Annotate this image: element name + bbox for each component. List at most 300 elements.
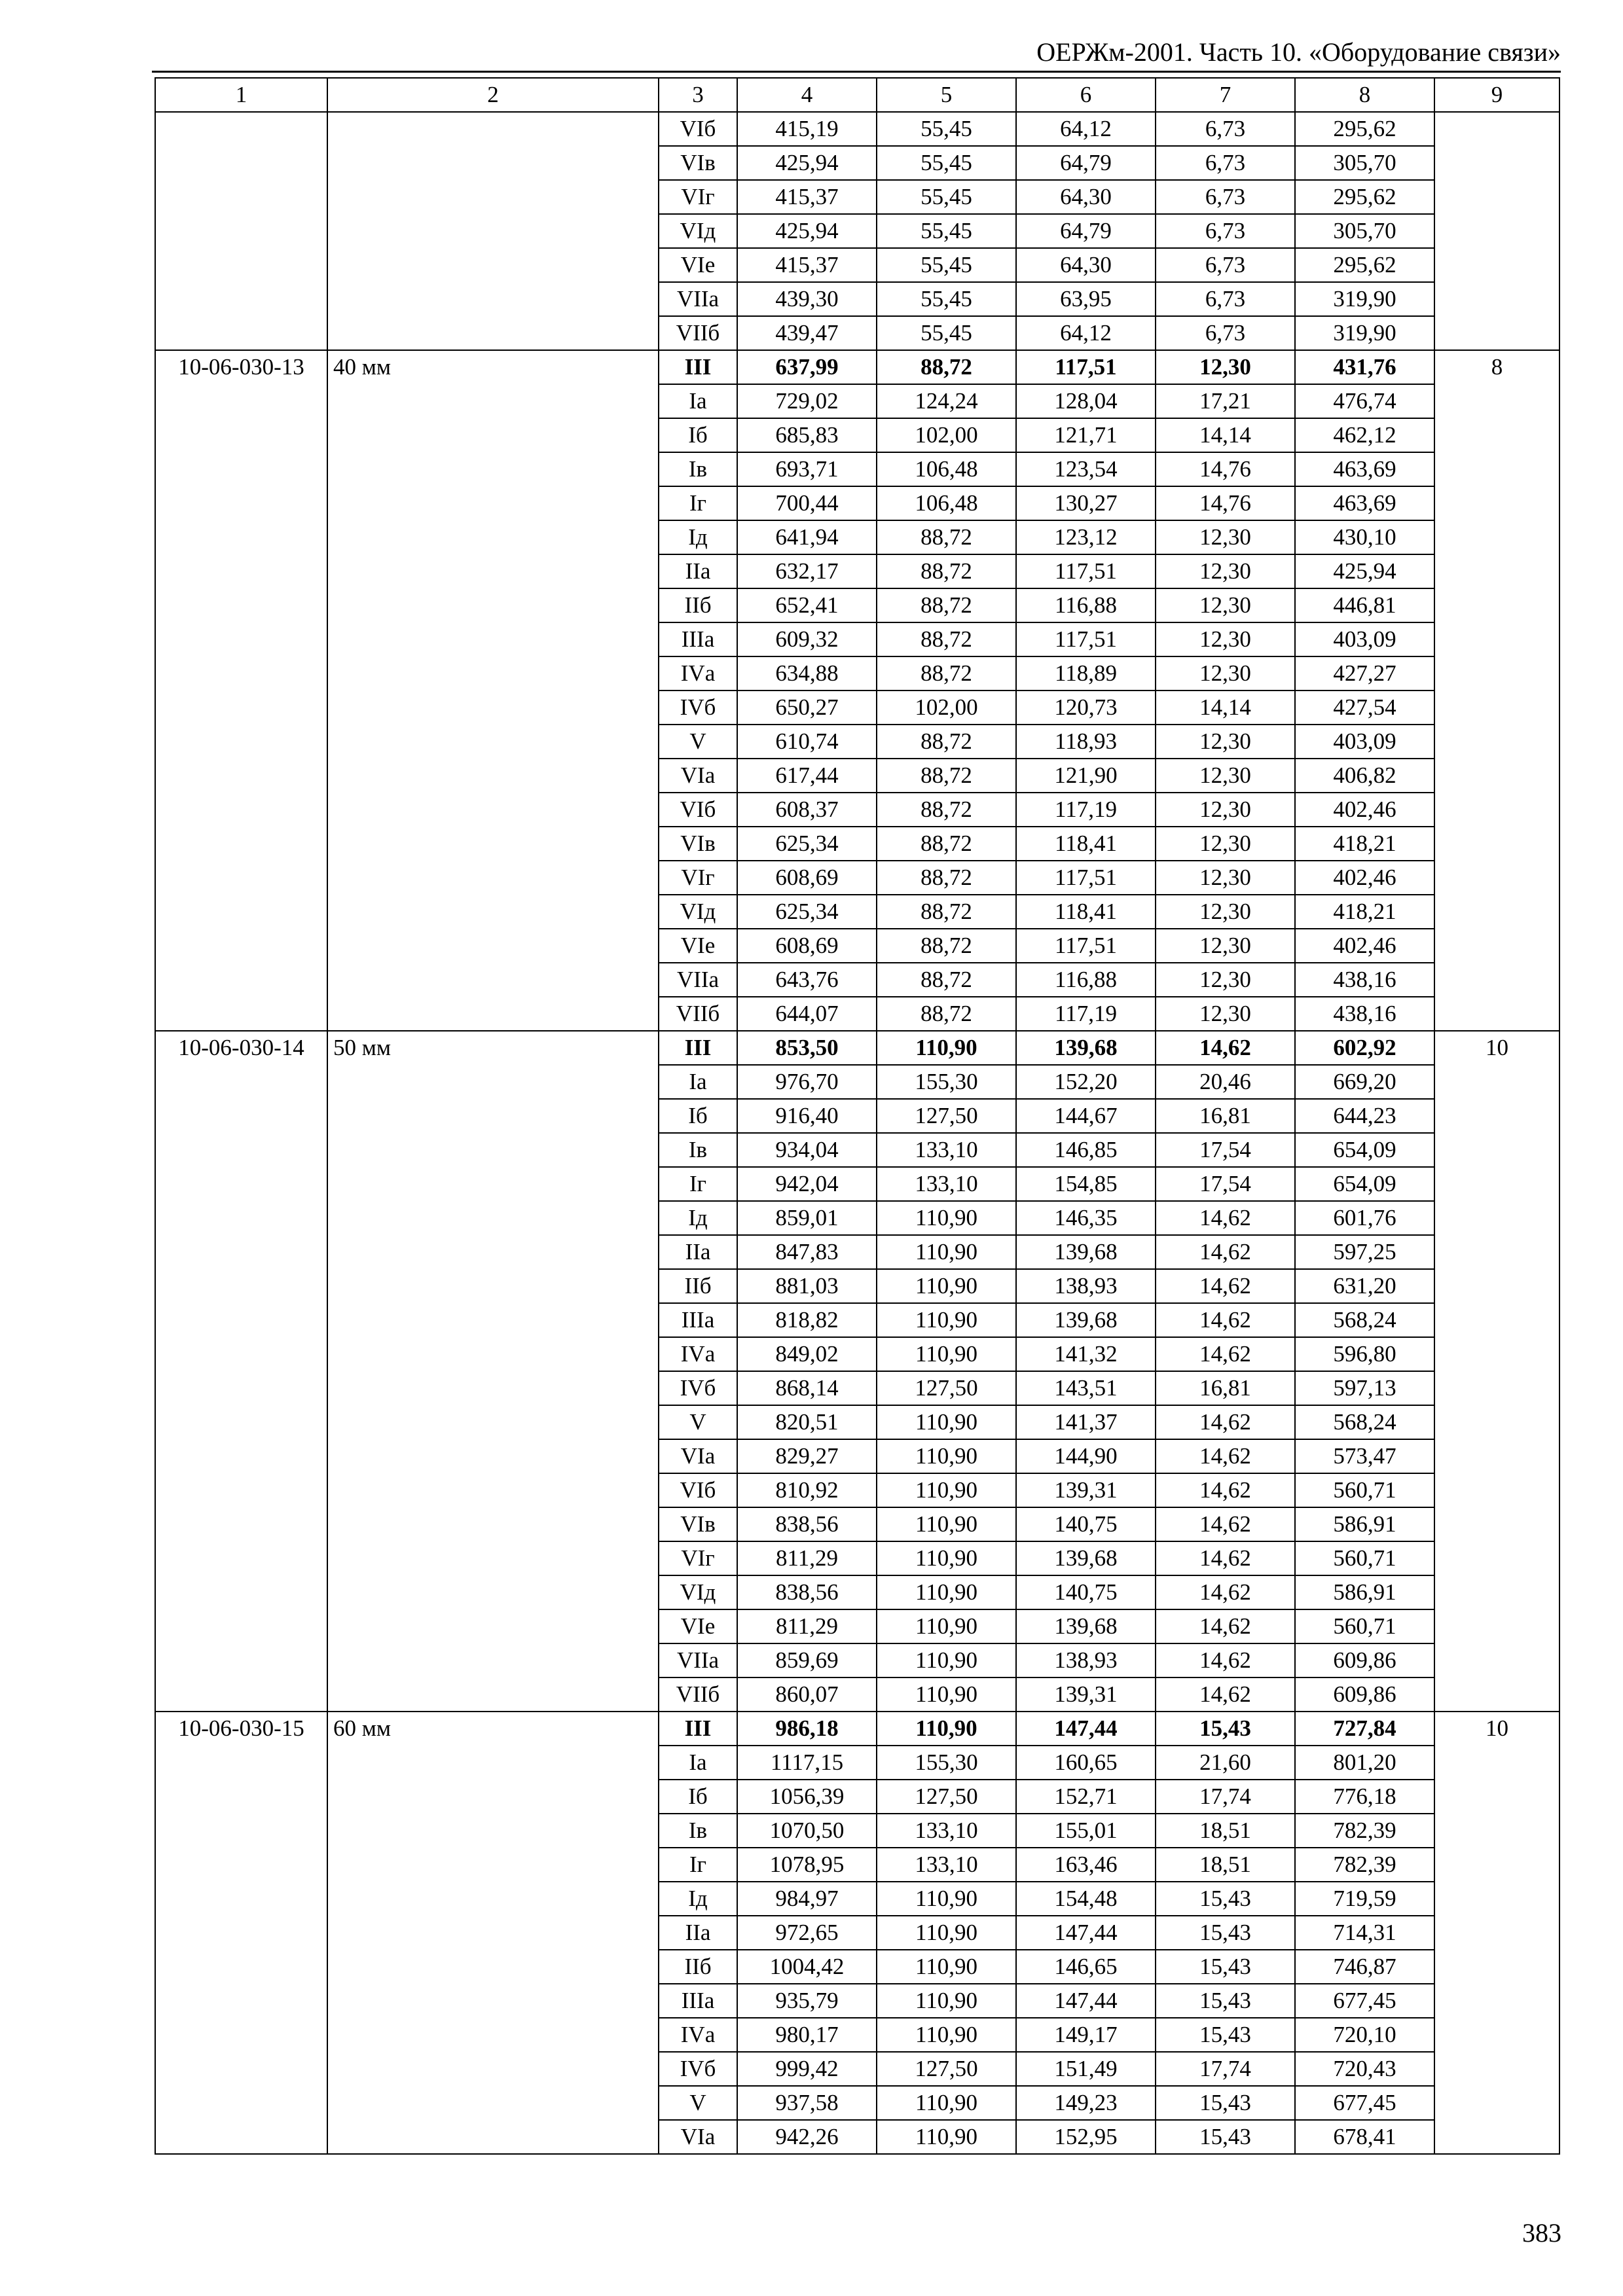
- value-cell: 652,41: [737, 588, 877, 622]
- value-cell: 643,76: [737, 963, 877, 997]
- value-cell: 14,62: [1156, 1609, 1295, 1643]
- value-cell: 117,19: [1016, 997, 1156, 1031]
- value-cell: 418,21: [1295, 895, 1434, 929]
- value-cell: 55,45: [877, 316, 1016, 350]
- value-cell: 446,81: [1295, 588, 1434, 622]
- value-cell: 14,62: [1156, 1269, 1295, 1303]
- value-cell: 677,45: [1295, 1984, 1434, 2018]
- zone-cell: IIб: [659, 588, 737, 622]
- zone-cell: VIIа: [659, 282, 737, 316]
- table-body: [155, 78, 1559, 2154]
- value-cell: 6,73: [1156, 282, 1295, 316]
- value-cell: 152,71: [1016, 1780, 1156, 1814]
- item-code: 10-06-030-13: [155, 350, 327, 1031]
- value-cell: 727,84: [1295, 1712, 1434, 1746]
- value-cell: 147,44: [1016, 1712, 1156, 1746]
- value-cell: 782,39: [1295, 1814, 1434, 1848]
- zone-cell: Iг: [659, 1848, 737, 1882]
- value-cell: 110,90: [877, 1337, 1016, 1371]
- value-cell: 110,90: [877, 1950, 1016, 1984]
- value-cell: 144,90: [1016, 1439, 1156, 1473]
- value-cell: 64,30: [1016, 180, 1156, 214]
- value-cell: 123,12: [1016, 520, 1156, 554]
- value-cell: 14,76: [1156, 452, 1295, 486]
- column-number: 5: [877, 78, 1016, 112]
- value-cell: 714,31: [1295, 1916, 1434, 1950]
- value-cell: 88,72: [877, 861, 1016, 895]
- value-cell: 110,90: [877, 1473, 1016, 1507]
- value-cell: 12,30: [1156, 759, 1295, 793]
- zone-cell: VIа: [659, 2120, 737, 2154]
- value-cell: 425,94: [737, 214, 877, 248]
- value-cell: 155,30: [877, 1746, 1016, 1780]
- zone-cell: VIIб: [659, 997, 737, 1031]
- item-code: [155, 112, 327, 350]
- value-cell: 608,37: [737, 793, 877, 827]
- value-cell: 12,30: [1156, 861, 1295, 895]
- item-name: 40 мм: [327, 350, 659, 1031]
- value-cell: 88,72: [877, 725, 1016, 759]
- value-cell: 14,62: [1156, 1439, 1295, 1473]
- zone-cell: VIIа: [659, 963, 737, 997]
- value-cell: 976,70: [737, 1065, 877, 1099]
- value-cell: 999,42: [737, 2052, 877, 2086]
- zone-cell: VIе: [659, 248, 737, 282]
- value-cell: 88,72: [877, 350, 1016, 384]
- value-cell: 6,73: [1156, 248, 1295, 282]
- value-cell: 319,90: [1295, 282, 1434, 316]
- zone-cell: V: [659, 2086, 737, 2120]
- value-cell: 15,43: [1156, 1916, 1295, 1950]
- value-cell: 106,48: [877, 452, 1016, 486]
- value-cell: 431,76: [1295, 350, 1434, 384]
- value-cell: 18,51: [1156, 1814, 1295, 1848]
- value-cell: 139,68: [1016, 1235, 1156, 1269]
- zone-cell: Iд: [659, 1882, 737, 1916]
- value-cell: 160,65: [1016, 1746, 1156, 1780]
- value-cell: 811,29: [737, 1541, 877, 1575]
- value-cell: 12,30: [1156, 997, 1295, 1031]
- value-cell: 608,69: [737, 861, 877, 895]
- value-cell: 677,45: [1295, 2086, 1434, 2120]
- zone-cell: Iа: [659, 1065, 737, 1099]
- zone-cell: IVб: [659, 1371, 737, 1405]
- value-cell: 116,88: [1016, 588, 1156, 622]
- zone-cell: Iг: [659, 486, 737, 520]
- value-cell: 133,10: [877, 1167, 1016, 1201]
- value-cell: 63,95: [1016, 282, 1156, 316]
- value-cell: 463,69: [1295, 486, 1434, 520]
- zone-cell: VIб: [659, 112, 737, 146]
- value-cell: 853,50: [737, 1031, 877, 1065]
- zone-cell: IIа: [659, 1235, 737, 1269]
- value-cell: 110,90: [877, 1712, 1016, 1746]
- value-cell: 972,65: [737, 1916, 877, 1950]
- table-row: [155, 350, 1559, 384]
- value-cell: 596,80: [1295, 1337, 1434, 1371]
- value-cell: 415,37: [737, 248, 877, 282]
- value-cell: 295,62: [1295, 248, 1434, 282]
- zone-cell: III: [659, 1712, 737, 1746]
- value-cell: 700,44: [737, 486, 877, 520]
- value-cell: 425,94: [1295, 554, 1434, 588]
- value-cell: 427,54: [1295, 691, 1434, 725]
- value-cell: 88,72: [877, 622, 1016, 656]
- value-cell: 820,51: [737, 1405, 877, 1439]
- value-cell: 937,58: [737, 2086, 877, 2120]
- value-cell: 12,30: [1156, 929, 1295, 963]
- value-cell: 140,75: [1016, 1507, 1156, 1541]
- value-cell: 141,37: [1016, 1405, 1156, 1439]
- zone-cell: IVа: [659, 2018, 737, 2052]
- value-cell: 693,71: [737, 452, 877, 486]
- value-cell: 151,49: [1016, 2052, 1156, 2086]
- value-cell: 678,41: [1295, 2120, 1434, 2154]
- value-cell: 597,25: [1295, 1235, 1434, 1269]
- value-cell: 12,30: [1156, 895, 1295, 929]
- value-cell: 462,12: [1295, 418, 1434, 452]
- zone-cell: VIд: [659, 1575, 737, 1609]
- zone-cell: VIб: [659, 1473, 737, 1507]
- value-cell: 14,62: [1156, 1677, 1295, 1712]
- value-cell: 146,65: [1016, 1950, 1156, 1984]
- value-cell: 609,86: [1295, 1677, 1434, 1712]
- column-9-cell: 8: [1434, 350, 1559, 1031]
- value-cell: 801,20: [1295, 1746, 1434, 1780]
- zone-cell: Iб: [659, 418, 737, 452]
- value-cell: 140,75: [1016, 1575, 1156, 1609]
- column-9-cell: 10: [1434, 1712, 1559, 2154]
- zone-cell: VIд: [659, 214, 737, 248]
- value-cell: 634,88: [737, 656, 877, 691]
- value-cell: 438,16: [1295, 963, 1434, 997]
- value-cell: 859,69: [737, 1643, 877, 1677]
- value-cell: 6,73: [1156, 146, 1295, 180]
- column-number-row: [155, 78, 1559, 112]
- value-cell: 12,30: [1156, 793, 1295, 827]
- value-cell: 124,24: [877, 384, 1016, 418]
- value-cell: 14,62: [1156, 1541, 1295, 1575]
- value-cell: 6,73: [1156, 180, 1295, 214]
- value-cell: 20,46: [1156, 1065, 1295, 1099]
- value-cell: 88,72: [877, 520, 1016, 554]
- value-cell: 644,07: [737, 997, 877, 1031]
- zone-cell: IVб: [659, 691, 737, 725]
- value-cell: 811,29: [737, 1609, 877, 1643]
- value-cell: 88,72: [877, 793, 1016, 827]
- zone-cell: Iа: [659, 384, 737, 418]
- value-cell: 139,68: [1016, 1031, 1156, 1065]
- value-cell: 15,43: [1156, 2018, 1295, 2052]
- value-cell: 88,72: [877, 963, 1016, 997]
- value-cell: 586,91: [1295, 1507, 1434, 1541]
- value-cell: 782,39: [1295, 1848, 1434, 1882]
- value-cell: 110,90: [877, 1405, 1016, 1439]
- value-cell: 609,86: [1295, 1643, 1434, 1677]
- zone-cell: VIд: [659, 895, 737, 929]
- value-cell: 118,93: [1016, 725, 1156, 759]
- zone-cell: Iв: [659, 1814, 737, 1848]
- value-cell: 14,62: [1156, 1643, 1295, 1677]
- value-cell: 838,56: [737, 1575, 877, 1609]
- zone-cell: VIа: [659, 759, 737, 793]
- value-cell: 88,72: [877, 997, 1016, 1031]
- value-cell: 849,02: [737, 1337, 877, 1371]
- value-cell: 16,81: [1156, 1099, 1295, 1133]
- value-cell: 55,45: [877, 248, 1016, 282]
- value-cell: 110,90: [877, 1235, 1016, 1269]
- value-cell: 305,70: [1295, 214, 1434, 248]
- value-cell: 154,85: [1016, 1167, 1156, 1201]
- value-cell: 641,94: [737, 520, 877, 554]
- header-rule: [152, 71, 1561, 73]
- zone-cell: VIIб: [659, 316, 737, 350]
- value-cell: 127,50: [877, 2052, 1016, 2086]
- value-cell: 1117,15: [737, 1746, 877, 1780]
- value-cell: 117,51: [1016, 929, 1156, 963]
- value-cell: 64,30: [1016, 248, 1156, 282]
- value-cell: 12,30: [1156, 725, 1295, 759]
- value-cell: 305,70: [1295, 146, 1434, 180]
- value-cell: 418,21: [1295, 827, 1434, 861]
- table-row: [155, 1712, 1559, 1746]
- zone-cell: VIг: [659, 1541, 737, 1575]
- value-cell: 127,50: [877, 1780, 1016, 1814]
- value-cell: 123,54: [1016, 452, 1156, 486]
- value-cell: 118,41: [1016, 827, 1156, 861]
- column-number: 4: [737, 78, 877, 112]
- value-cell: 608,69: [737, 929, 877, 963]
- zone-cell: VIб: [659, 793, 737, 827]
- value-cell: 118,41: [1016, 895, 1156, 929]
- table-row: [155, 1031, 1559, 1065]
- value-cell: 138,93: [1016, 1643, 1156, 1677]
- value-cell: 14,62: [1156, 1473, 1295, 1507]
- column-9-cell: 10: [1434, 1031, 1559, 1712]
- zone-cell: VIIа: [659, 1643, 737, 1677]
- value-cell: 12,30: [1156, 588, 1295, 622]
- value-cell: 88,72: [877, 895, 1016, 929]
- value-cell: 110,90: [877, 2120, 1016, 2154]
- value-cell: 610,74: [737, 725, 877, 759]
- value-cell: 110,90: [877, 1643, 1016, 1677]
- value-cell: 15,43: [1156, 2120, 1295, 2154]
- value-cell: 16,81: [1156, 1371, 1295, 1405]
- item-code: 10-06-030-15: [155, 1712, 327, 2154]
- zone-cell: Iг: [659, 1167, 737, 1201]
- value-cell: 402,46: [1295, 793, 1434, 827]
- value-cell: 14,62: [1156, 1507, 1295, 1541]
- value-cell: 88,72: [877, 588, 1016, 622]
- value-cell: 110,90: [877, 1677, 1016, 1712]
- value-cell: 12,30: [1156, 827, 1295, 861]
- zone-cell: V: [659, 1405, 737, 1439]
- value-cell: 986,18: [737, 1712, 877, 1746]
- value-cell: 669,20: [1295, 1065, 1434, 1099]
- value-cell: 21,60: [1156, 1746, 1295, 1780]
- value-cell: 427,27: [1295, 656, 1434, 691]
- value-cell: 720,10: [1295, 2018, 1434, 2052]
- value-cell: 17,54: [1156, 1133, 1295, 1167]
- value-cell: 402,46: [1295, 861, 1434, 895]
- zone-cell: IVа: [659, 656, 737, 691]
- value-cell: 586,91: [1295, 1575, 1434, 1609]
- zone-cell: IIIа: [659, 1984, 737, 2018]
- value-cell: 18,51: [1156, 1848, 1295, 1882]
- value-cell: 560,71: [1295, 1473, 1434, 1507]
- value-cell: 625,34: [737, 895, 877, 929]
- value-cell: 1070,50: [737, 1814, 877, 1848]
- value-cell: 719,59: [1295, 1882, 1434, 1916]
- value-cell: 102,00: [877, 418, 1016, 452]
- page-number: 383: [1522, 2218, 1561, 2248]
- value-cell: 14,76: [1156, 486, 1295, 520]
- value-cell: 573,47: [1295, 1439, 1434, 1473]
- value-cell: 130,27: [1016, 486, 1156, 520]
- zone-cell: VIе: [659, 1609, 737, 1643]
- value-cell: 139,31: [1016, 1677, 1156, 1712]
- value-cell: 110,90: [877, 1439, 1016, 1473]
- value-cell: 88,72: [877, 929, 1016, 963]
- value-cell: 117,51: [1016, 622, 1156, 656]
- value-cell: 17,74: [1156, 2052, 1295, 2086]
- value-cell: 152,95: [1016, 2120, 1156, 2154]
- value-cell: 110,90: [877, 1541, 1016, 1575]
- value-cell: 6,73: [1156, 316, 1295, 350]
- value-cell: 146,35: [1016, 1201, 1156, 1235]
- value-cell: 430,10: [1295, 520, 1434, 554]
- zone-cell: Iв: [659, 452, 737, 486]
- value-cell: 463,69: [1295, 452, 1434, 486]
- column-number: 8: [1295, 78, 1434, 112]
- value-cell: 439,47: [737, 316, 877, 350]
- value-cell: 64,12: [1016, 112, 1156, 146]
- table-row: [155, 112, 1559, 146]
- value-cell: 110,90: [877, 1916, 1016, 1950]
- column-number: 3: [659, 78, 737, 112]
- value-cell: 560,71: [1295, 1541, 1434, 1575]
- value-cell: 14,14: [1156, 691, 1295, 725]
- value-cell: 942,26: [737, 2120, 877, 2154]
- column-number: 2: [327, 78, 659, 112]
- value-cell: 609,32: [737, 622, 877, 656]
- value-cell: 110,90: [877, 1882, 1016, 1916]
- value-cell: 402,46: [1295, 929, 1434, 963]
- zone-cell: Iб: [659, 1099, 737, 1133]
- value-cell: 110,90: [877, 1031, 1016, 1065]
- value-cell: 935,79: [737, 1984, 877, 2018]
- value-cell: 934,04: [737, 1133, 877, 1167]
- value-cell: 984,97: [737, 1882, 877, 1916]
- value-cell: 859,01: [737, 1201, 877, 1235]
- value-cell: 55,45: [877, 112, 1016, 146]
- zone-cell: VIIб: [659, 1677, 737, 1712]
- zone-cell: VIе: [659, 929, 737, 963]
- value-cell: 64,12: [1016, 316, 1156, 350]
- value-cell: 88,72: [877, 656, 1016, 691]
- value-cell: 133,10: [877, 1133, 1016, 1167]
- value-cell: 110,90: [877, 1984, 1016, 2018]
- value-cell: 14,62: [1156, 1235, 1295, 1269]
- value-cell: 149,17: [1016, 2018, 1156, 2052]
- zone-cell: VIг: [659, 861, 737, 895]
- value-cell: 319,90: [1295, 316, 1434, 350]
- column-number: 7: [1156, 78, 1295, 112]
- value-cell: 155,30: [877, 1065, 1016, 1099]
- value-cell: 121,90: [1016, 759, 1156, 793]
- value-cell: 127,50: [877, 1371, 1016, 1405]
- value-cell: 1078,95: [737, 1848, 877, 1882]
- value-cell: 147,44: [1016, 1984, 1156, 2018]
- value-cell: 12,30: [1156, 350, 1295, 384]
- value-cell: 439,30: [737, 282, 877, 316]
- value-cell: 110,90: [877, 1269, 1016, 1303]
- item-code: 10-06-030-14: [155, 1031, 327, 1712]
- value-cell: 829,27: [737, 1439, 877, 1473]
- value-cell: 15,43: [1156, 1882, 1295, 1916]
- value-cell: 127,50: [877, 1099, 1016, 1133]
- value-cell: 64,79: [1016, 214, 1156, 248]
- value-cell: 117,51: [1016, 554, 1156, 588]
- value-cell: 720,43: [1295, 2052, 1434, 2086]
- value-cell: 110,90: [877, 2018, 1016, 2052]
- value-cell: 654,09: [1295, 1133, 1434, 1167]
- value-cell: 146,85: [1016, 1133, 1156, 1167]
- value-cell: 117,51: [1016, 350, 1156, 384]
- value-cell: 110,90: [877, 1609, 1016, 1643]
- value-cell: 139,68: [1016, 1303, 1156, 1337]
- value-cell: 916,40: [737, 1099, 877, 1133]
- value-cell: 425,94: [737, 146, 877, 180]
- value-cell: 139,68: [1016, 1541, 1156, 1575]
- value-cell: 12,30: [1156, 656, 1295, 691]
- value-cell: 17,54: [1156, 1167, 1295, 1201]
- value-cell: 15,43: [1156, 1712, 1295, 1746]
- value-cell: 116,88: [1016, 963, 1156, 997]
- value-cell: 14,62: [1156, 1405, 1295, 1439]
- value-cell: 15,43: [1156, 1984, 1295, 2018]
- value-cell: 110,90: [877, 1201, 1016, 1235]
- value-cell: 403,09: [1295, 725, 1434, 759]
- price-table: [155, 77, 1560, 2155]
- value-cell: 141,32: [1016, 1337, 1156, 1371]
- value-cell: 155,01: [1016, 1814, 1156, 1848]
- value-cell: 12,30: [1156, 554, 1295, 588]
- value-cell: 55,45: [877, 282, 1016, 316]
- zone-cell: VIа: [659, 1439, 737, 1473]
- value-cell: 746,87: [1295, 1950, 1434, 1984]
- value-cell: 133,10: [877, 1848, 1016, 1882]
- item-name: 50 мм: [327, 1031, 659, 1712]
- value-cell: 15,43: [1156, 2086, 1295, 2120]
- value-cell: 102,00: [877, 691, 1016, 725]
- value-cell: 139,68: [1016, 1609, 1156, 1643]
- value-cell: 117,19: [1016, 793, 1156, 827]
- value-cell: 55,45: [877, 214, 1016, 248]
- value-cell: 14,14: [1156, 418, 1295, 452]
- item-name: 60 мм: [327, 1712, 659, 2154]
- value-cell: 120,73: [1016, 691, 1156, 725]
- zone-cell: Iа: [659, 1746, 737, 1780]
- value-cell: 847,83: [737, 1235, 877, 1269]
- value-cell: 14,62: [1156, 1337, 1295, 1371]
- value-cell: 601,76: [1295, 1201, 1434, 1235]
- value-cell: 88,72: [877, 827, 1016, 861]
- value-cell: 88,72: [877, 554, 1016, 588]
- value-cell: 597,13: [1295, 1371, 1434, 1405]
- value-cell: 163,46: [1016, 1848, 1156, 1882]
- value-cell: 650,27: [737, 691, 877, 725]
